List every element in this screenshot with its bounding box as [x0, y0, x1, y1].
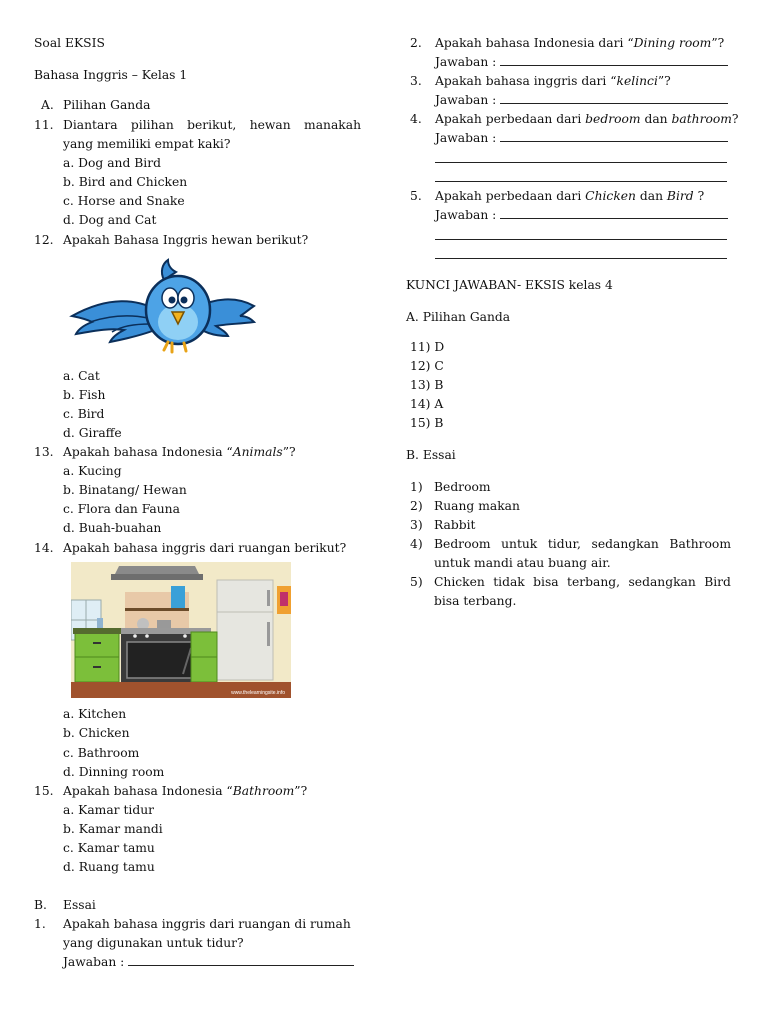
essay1-text-line2: yang digunakan untuk tidur? [63, 936, 244, 950]
essay4-em2: bathroom [671, 112, 732, 126]
answer-label: Jawaban : [63, 955, 125, 969]
key-word: Bird [704, 575, 731, 589]
essay4-text-mid: dan [640, 112, 672, 126]
q11-word: Diantara [63, 118, 118, 132]
q15-text-post: ”? [294, 784, 308, 798]
essay4-answer [435, 129, 728, 148]
answer-blank[interactable] [435, 238, 727, 240]
key-word: bisa [533, 575, 559, 589]
essay2-answer [435, 53, 728, 72]
essay3-text-em: kelinci [616, 74, 658, 88]
essay3-text [435, 72, 671, 91]
section-a-title: Pilihan Ganda [63, 98, 151, 112]
key-word: Bedroom [434, 537, 491, 551]
answer-blank[interactable] [128, 954, 354, 966]
essay4-text [435, 110, 739, 129]
essay2-text-em: Dining room [633, 36, 712, 50]
q13-number: 13. [34, 445, 54, 459]
key-word: terbang, [567, 575, 621, 589]
essay4-text-pre: Apakah perbedaan dari [435, 112, 586, 126]
answer-label: Jawaban : [435, 131, 497, 145]
q13-option: c. Flora dan Fauna [63, 502, 180, 516]
answer-key-title: KUNCI JAWABAN- EKSIS kelas 4 [406, 278, 613, 292]
essay4-number: 4. [410, 112, 422, 126]
key-answer: 11) D [410, 340, 445, 354]
key-word: untuk [501, 537, 538, 551]
answer-blank[interactable] [500, 54, 728, 66]
key-essay-answer-line2: untuk mandi atau buang air. [434, 556, 611, 570]
essay4-text-post: ? [731, 112, 739, 126]
q14-option: c. Bathroom [63, 746, 140, 760]
essay5-text-post: ? [693, 189, 705, 203]
q15-text-em: Bathroom [232, 784, 295, 798]
q12-option: b. Fish [63, 388, 106, 402]
q15-text-pre: Apakah bahasa Indonesia “ [63, 784, 233, 798]
essay3-text-post: ”? [657, 74, 671, 88]
essay5-em2: Bird [666, 189, 694, 203]
essay2-text-pre: Apakah bahasa Indonesia dari “ [435, 36, 634, 50]
q11-text-line1 [63, 116, 361, 135]
subject-line: Bahasa Inggris – Kelas 1 [34, 68, 188, 82]
q11-word: berikut, [187, 118, 237, 132]
key-word: sedangkan [591, 537, 659, 551]
key-answer: 12) C [410, 359, 444, 373]
key-essay-answer: Bedroom [434, 480, 491, 494]
key-essay-number: 4) [410, 537, 423, 551]
q11-option: b. Bird and Chicken [63, 175, 188, 189]
key-word: sedangkan [628, 575, 696, 589]
q11-option: c. Horse and Snake [63, 194, 185, 208]
key-essay-number: 3) [410, 518, 423, 532]
essay5-text-pre: Apakah perbedaan dari [435, 189, 586, 203]
essay3-number: 3. [410, 74, 422, 88]
key-section-b-title: B. Essai [406, 448, 456, 462]
key-word: tidak [493, 575, 525, 589]
q15-option: a. Kamar tidur [63, 803, 154, 817]
key-word: tidur, [547, 537, 581, 551]
section-b-label: B. [34, 898, 47, 912]
q11-word: pilihan [130, 118, 174, 132]
essay1-answer [63, 953, 354, 972]
q14-option: d. Dinning room [63, 765, 165, 779]
q11-word: hewan [249, 118, 291, 132]
q12-text: Apakah Bahasa Inggris hewan berikut? [63, 233, 309, 247]
q14-number: 14. [34, 541, 54, 555]
q13-text-pre: Apakah bahasa Indonesia “ [63, 445, 233, 459]
key-answer: 13) B [410, 378, 444, 392]
q14-option: b. Chicken [63, 726, 130, 740]
q15-text [63, 782, 307, 801]
answer-blank[interactable] [435, 257, 727, 259]
answer-blank[interactable] [435, 180, 727, 182]
q11-number: 11. [34, 118, 54, 132]
key-answer: 14) A [410, 397, 444, 411]
essay1-text-line1: Apakah bahasa inggris dari ruangan di rumah [63, 917, 351, 931]
q11-option: d. Dog and Cat [63, 213, 157, 227]
bird-illustration [68, 258, 258, 360]
key-word: Chicken [434, 575, 485, 589]
essay5-em1: Chicken [585, 189, 636, 203]
key-essay-answer: Ruang makan [434, 499, 520, 513]
q15-option: d. Ruang tamu [63, 860, 155, 874]
q12-option: c. Bird [63, 407, 105, 421]
q15-number: 15. [34, 784, 54, 798]
essay1-number: 1. [34, 917, 46, 931]
q13-option: b. Binatang/ Hewan [63, 483, 187, 497]
key-essay-number: 5) [410, 575, 423, 589]
q13-text-post: ”? [282, 445, 296, 459]
answer-blank[interactable] [500, 92, 728, 104]
key-answer: 15) B [410, 416, 444, 430]
key-essay-number: 1) [410, 480, 423, 494]
q11-word: manakah [304, 118, 361, 132]
essay2-number: 2. [410, 36, 422, 50]
answer-label: Jawaban : [435, 55, 497, 69]
q11-text-line2: yang memiliki empat kaki? [63, 137, 231, 151]
document-title: Soal EKSIS [34, 36, 105, 50]
essay2-text [435, 34, 724, 53]
q12-option: a. Cat [63, 369, 100, 383]
answer-label: Jawaban : [435, 93, 497, 107]
essay5-text-mid: dan [635, 189, 667, 203]
q13-option: d. Buah-buahan [63, 521, 162, 535]
key-essay-answer: Rabbit [434, 518, 476, 532]
essay3-answer [435, 91, 728, 110]
answer-label: Jawaban : [435, 208, 497, 222]
q15-option: c. Kamar tamu [63, 841, 155, 855]
essay5-answer [435, 206, 728, 225]
essay4-em1: bedroom [585, 112, 641, 126]
kitchen-illustration [71, 562, 291, 698]
q13-text [63, 443, 296, 462]
q14-option: a. Kitchen [63, 707, 127, 721]
section-b-title: Essai [63, 898, 96, 912]
section-a-label: A. [41, 98, 54, 112]
essay2-text-post: ”? [711, 36, 725, 50]
key-essay-answer-line2: bisa terbang. [434, 594, 517, 608]
key-word: Bathroom [669, 537, 731, 551]
essay3-text-pre: Apakah bahasa inggris dari “ [435, 74, 617, 88]
image-caption: www.thelearningsite.info [231, 690, 285, 696]
q14-text: Apakah bahasa inggris dari ruangan berikut? [63, 541, 347, 555]
answer-blank[interactable] [435, 161, 727, 163]
q13-text-em: Animals [232, 445, 283, 459]
key-section-a-title: A. Pilihan Ganda [406, 310, 511, 324]
q11-option: a. Dog and Bird [63, 156, 161, 170]
essay5-number: 5. [410, 189, 422, 203]
answer-blank[interactable] [500, 207, 728, 219]
q12-option: d. Giraffe [63, 426, 122, 440]
key-essay-answer-line1 [434, 535, 731, 554]
key-essay-number: 2) [410, 499, 423, 513]
key-essay-answer-line1 [434, 573, 731, 592]
essay5-text [435, 187, 704, 206]
answer-blank[interactable] [500, 130, 728, 142]
q13-option: a. Kucing [63, 464, 122, 478]
q15-option: b. Kamar mandi [63, 822, 163, 836]
q12-number: 12. [34, 233, 54, 247]
